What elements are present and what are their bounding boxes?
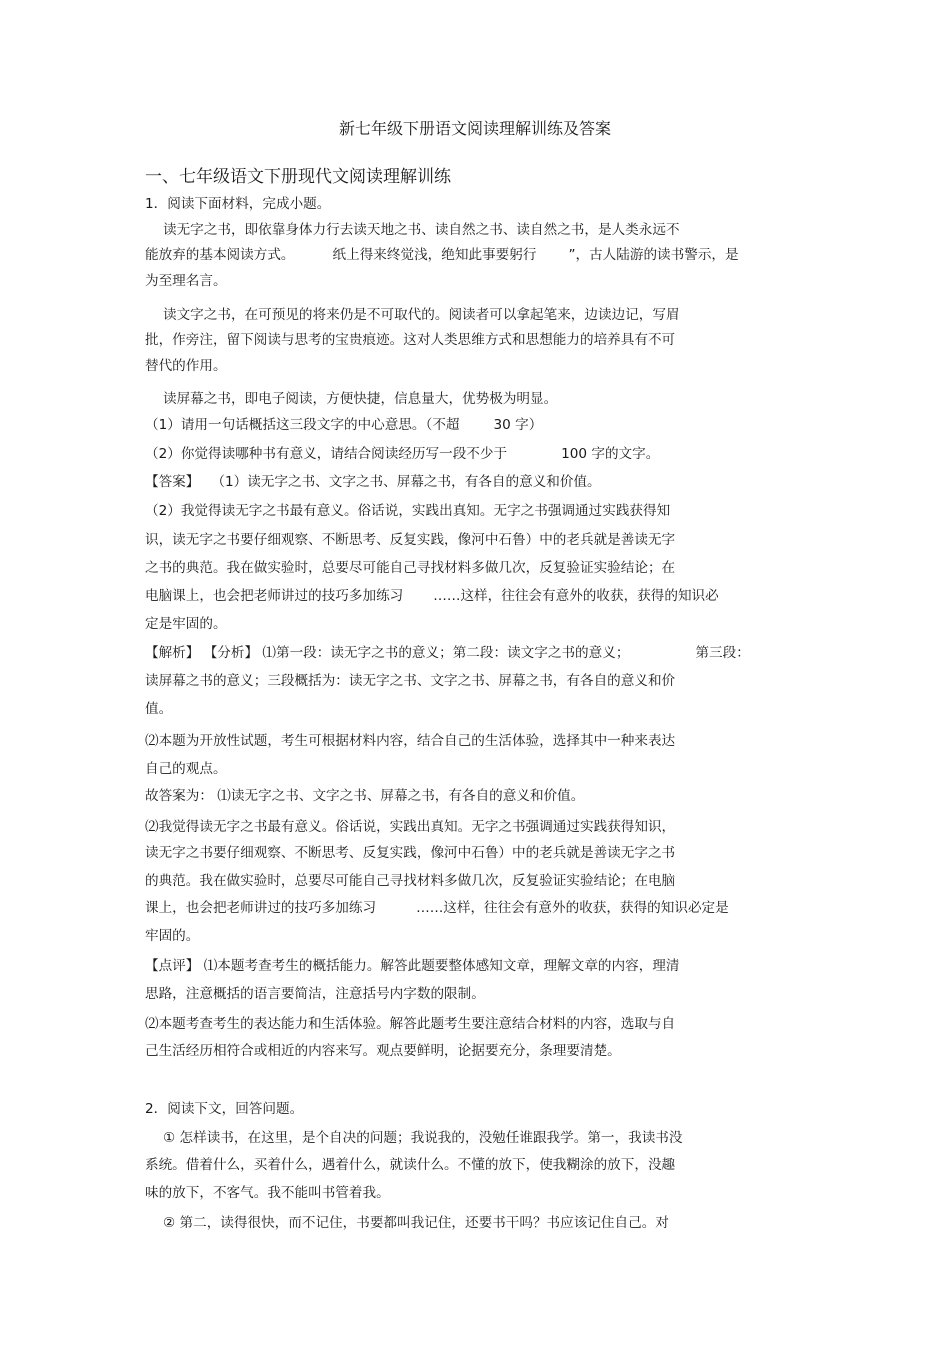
paragraph-line: ② 第二，读得很快，而不记住，书要都叫我记住，还要书干吗？书应该记住自己。对: [163, 1215, 669, 1231]
final-answer-line: 故答案为： ⑴读无字之书、文字之书、屏幕之书，有各自的意义和价值。: [145, 788, 585, 804]
text-run: 电脑课上，也会把老师讲过的技巧多加练习: [145, 588, 404, 604]
comment-line: 【点评】 ⑴本题考查考生的概括能力。解答此题要整体感知文章，理解文章的内容，理清: [145, 958, 680, 974]
final-answer-line: 牢固的。: [145, 928, 200, 944]
answer-line: 之书的典范。我在做实验时，总要尽可能自己寻找材料多做几次，反复验证实验结论；在: [145, 560, 676, 576]
paragraph-line: 为至理名言。: [145, 273, 227, 289]
text-run: 纸上得来终觉浅，绝知此事要躬行: [332, 247, 537, 263]
analysis-line: 值。: [145, 701, 173, 717]
answer-line: 定是牢固的。: [145, 616, 227, 632]
text-run: （2）你觉得读哪种书有意义，请结合阅读经历写一段不少于: [145, 446, 508, 462]
final-answer-line: ⑵我觉得读无字之书最有意义。俗话说，实践出真知。无字之书强调通过实践获得知识，: [145, 819, 676, 835]
paragraph-line: 读屏幕之书，即电子阅读，方便快捷，信息量大，优势极为明显。: [163, 391, 558, 407]
text-run: 100 字的文字。: [561, 446, 660, 462]
paragraph-line: 批，作旁注，留下阅读与思考的宝贵痕迹。这对人类思维方式和思想能力的培养具有不可: [145, 332, 676, 348]
paragraph-line: [145, 245, 739, 265]
comment-line: ⑵本题考查考生的表达能力和生活体验。解答此题考生要注意结合材料的内容，选取与自: [145, 1016, 676, 1032]
sub-question-2: [145, 444, 659, 464]
analysis-line: ⑵本题为开放性试题，考生可根据材料内容，结合自己的生活体验，选择其中一种来表达: [145, 733, 676, 749]
text-run: 能放弃的基本阅读方式。: [145, 247, 295, 263]
paragraph-line: 味的放下，不客气。我不能叫书管着我。: [145, 1185, 390, 1201]
answer-line: [145, 586, 719, 606]
analysis-line: [145, 643, 750, 663]
answer-line: （2）我觉得读无字之书最有意义。俗话说，实践出真知。无字之书强调通过实践获得知: [145, 503, 671, 519]
text-run: 【解析】 【分析】 ⑴第一段：读无字之书的意义；第二段：读文字之书的意义；: [145, 645, 630, 661]
text-run: （1）读无字之书、文字之书、屏幕之书，有各自的意义和价值。: [211, 474, 601, 490]
text-run: 课上，也会把老师讲过的技巧多加练习: [145, 900, 377, 916]
analysis-line: 读屏幕之书的意义；三段概括为：读无字之书、文字之书、屏幕之书，有各自的意义和价: [145, 673, 676, 689]
paragraph-line: ① 怎样读书，在这里，是个自决的问题；我说我的，没勉任谁跟我学。第一，我读书没: [163, 1130, 683, 1146]
text-run: 30 字）: [493, 417, 543, 433]
text-run: ”，古人陆游的读书警示，是: [568, 247, 739, 263]
comment-line: 思路，注意概括的语言要简洁，注意括号内字数的限制。: [145, 986, 485, 1002]
final-answer-line: [145, 898, 729, 918]
answer-line: 识，读无字之书要仔细观察、不断思考、反复实践，像河中石鲁）中的老兵就是善读无字: [145, 532, 676, 548]
question-2-heading: 2．阅读下文，回答问题。: [145, 1101, 304, 1117]
text-run: ……这样，往往会有意外的收获，获得的知识必定是: [416, 900, 729, 916]
answer-line: [145, 472, 601, 492]
question-1-heading: 1．阅读下面材料，完成小题。: [145, 196, 331, 212]
text-run: 第三段：: [695, 645, 750, 661]
sub-question-1: [145, 415, 542, 435]
document-title: 新七年级下册语文阅读理解训练及答案: [338, 119, 611, 138]
analysis-line: 自己的观点。: [145, 761, 227, 777]
text-run: （1）请用一句话概括这三段文字的中心意思。（不超: [145, 417, 460, 433]
answer-tag: 【答案】: [145, 474, 200, 490]
comment-line: 己生活经历相符合或相近的内容来写。观点要鲜明，论据要充分，条理要清楚。: [145, 1043, 621, 1059]
paragraph-line: 读文字之书，在可预见的将来仍是不可取代的。阅读者可以拿起笔来，边读边记，写眉: [163, 307, 680, 323]
paragraph-line: 读无字之书，即依靠身体力行去读天地之书、读自然之书、读自然之书，是人类永远不: [163, 222, 680, 238]
paragraph-line: 替代的作用。: [145, 358, 227, 374]
section-heading: 一、七年级语文下册现代文阅读理解训练: [145, 167, 451, 187]
text-run: ……这样，往往会有意外的收获，获得的知识必: [433, 588, 719, 604]
final-answer-line: 读无字之书要仔细观察、不断思考、反复实践，像河中石鲁）中的老兵就是善读无字之书: [145, 845, 676, 861]
paragraph-line: 系统。借着什么，买着什么，遇着什么，就读什么。不懂的放下，使我糊涂的放下，没趣: [145, 1157, 676, 1173]
final-answer-line: 的典范。我在做实验时，总要尽可能自己寻找材料多做几次，反复验证实验结论；在电脑: [145, 873, 676, 889]
